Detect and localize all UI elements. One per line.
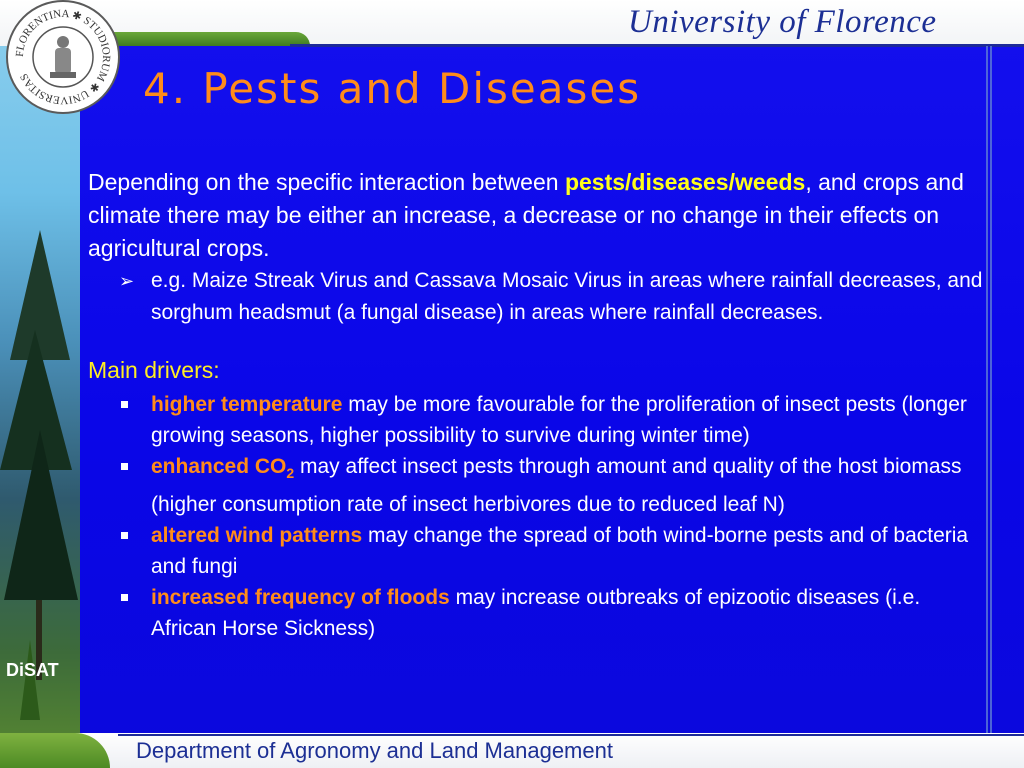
- arrow-bullet-icon: ➢: [119, 271, 135, 291]
- list-item: [151, 582, 988, 644]
- driver-keyword: altered wind patterns: [151, 524, 363, 548]
- university-name: University of Florence: [628, 4, 937, 40]
- square-bullet-icon: [121, 401, 128, 408]
- trees-illustration: [0, 0, 80, 768]
- example-text: e.g. Maize Streak Virus and Cassava Mosaic Virus in areas where rainfall decreases, and sorghum headsmut (a fungal disease) in areas where rainfall decreases.: [151, 269, 983, 324]
- square-bullet-icon: [121, 594, 128, 601]
- intro-highlight: pests/diseases/weeds: [564, 169, 806, 195]
- slide-content: [88, 166, 988, 644]
- driver-keyword: higher temperature: [151, 393, 343, 416]
- university-seal: [6, 0, 120, 114]
- square-bullet-icon: [121, 463, 128, 470]
- header-rule: [290, 44, 1024, 47]
- example-item: [119, 265, 988, 329]
- list-item: [151, 451, 988, 520]
- intro-after: , and crops and climate there may be either an increase, a decrease or no change in their effects on agricultural crops.: [88, 169, 964, 261]
- intro-paragraph: [88, 166, 988, 265]
- seal-emblem-icon: [8, 2, 118, 112]
- driver-text: may be more favourable for the proliferation of insect pests (longer growing seasons, higher possibility to survive during winter time): [151, 393, 967, 447]
- driver-text: may change the spread of both wind-borne pests and of bacteria and fungi: [151, 524, 969, 579]
- driver-text: may increase outbreaks of epizootic diseases (i.e. African Horse Sickness): [151, 586, 921, 641]
- footer-grass: [0, 733, 110, 768]
- disat-logo: DiSAT: [6, 660, 59, 680]
- driver-keyword-subscript: 2: [286, 465, 295, 482]
- footer-rule: [118, 734, 1024, 736]
- drivers-heading: Main drivers:: [88, 357, 220, 383]
- slide-title: 4. Pests and Diseases: [143, 64, 642, 113]
- department-name: Department of Agronomy and Land Management: [136, 738, 613, 763]
- list-item: [151, 389, 988, 451]
- square-bullet-icon: [121, 532, 128, 539]
- driver-keyword-main: enhanced CO: [151, 455, 287, 478]
- intro-before: Depending on the specific interaction between: [88, 169, 565, 195]
- drivers-list: [88, 389, 988, 644]
- list-item: [151, 520, 988, 582]
- driver-keyword: increased frequency of floods: [151, 586, 450, 610]
- left-decorative-strip: [0, 0, 80, 768]
- driver-text: may affect insect pests through amount and quality of the host biomass (higher consumption rate of insect herbivores due to reduced leaf N): [151, 455, 962, 517]
- seal-text: FLORENTINA ✱ STUDIORUM ✱ UNIVERSITAS: [13, 7, 113, 107]
- driver-keyword: [151, 455, 295, 482]
